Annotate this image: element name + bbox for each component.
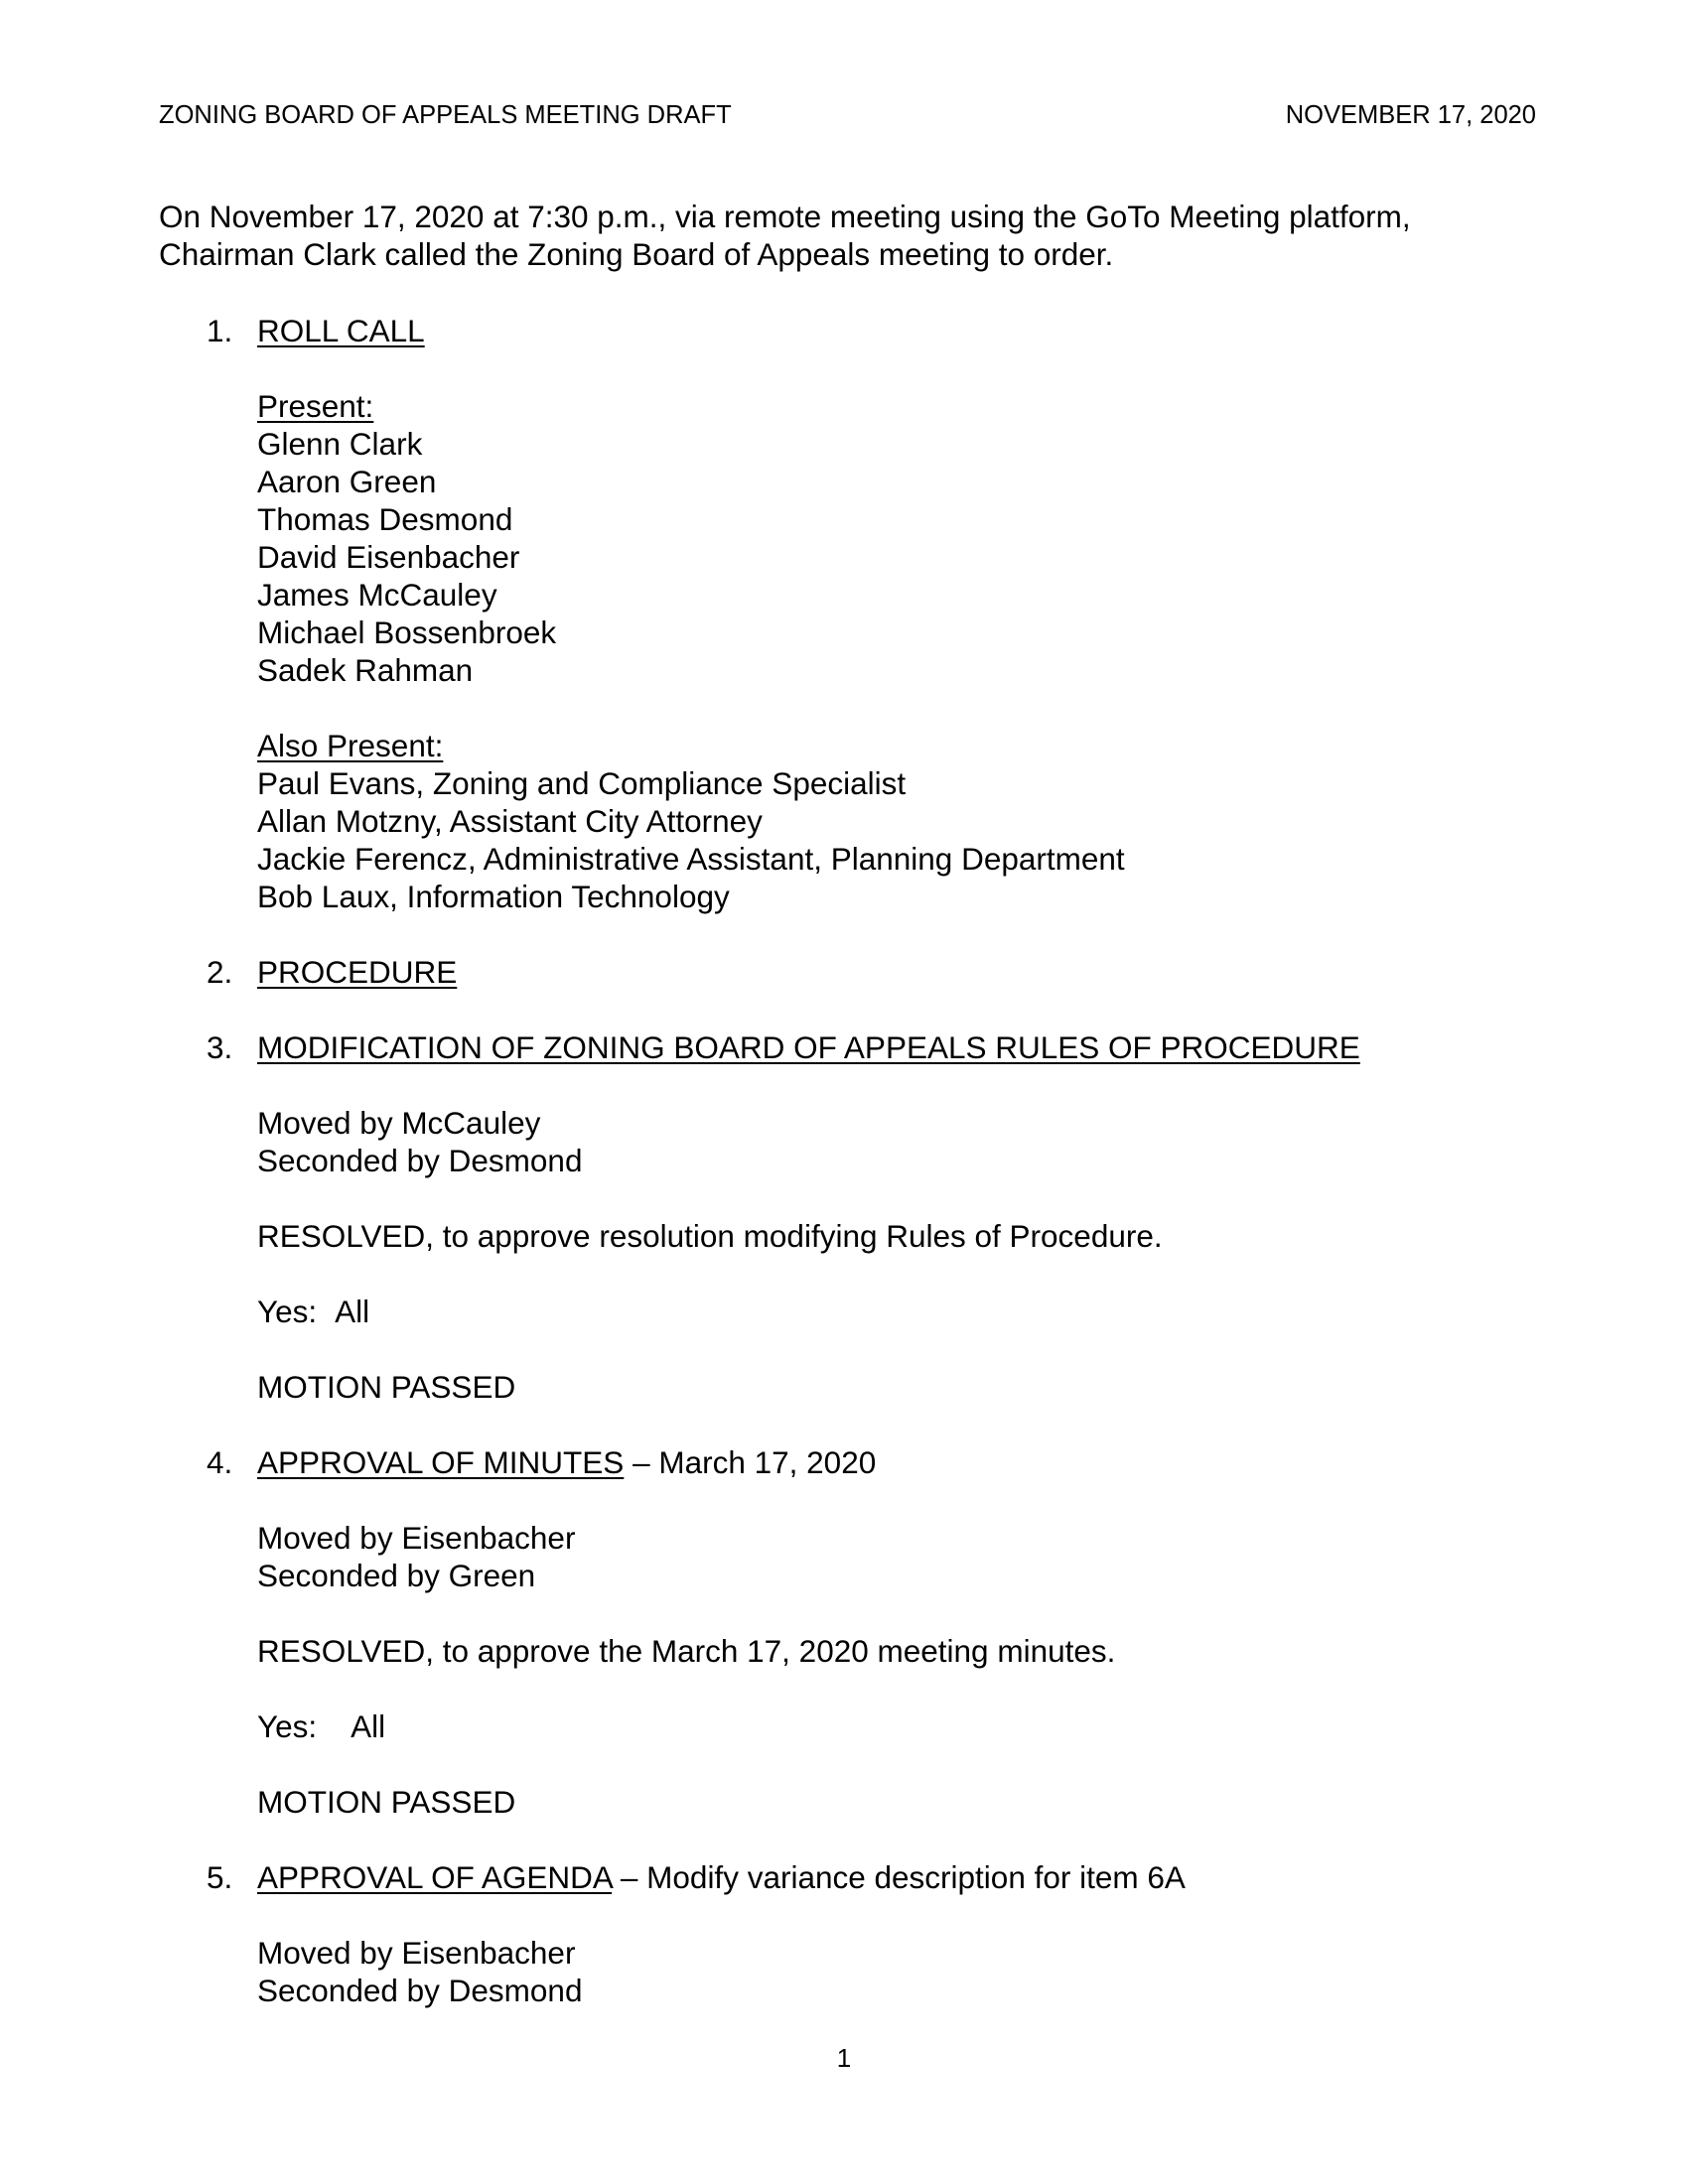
attendee: Sadek Rahman <box>257 652 474 688</box>
present-label: Present: <box>257 388 374 424</box>
section-heading-approval-of-agenda <box>257 1858 1186 1896</box>
attendee: Thomas Desmond <box>257 501 513 537</box>
vote-label: Yes: <box>257 1708 318 1744</box>
intro-line: Chairman Clark called the Zoning Board of Appeals meeting to order. <box>159 236 1114 272</box>
header-title: ZONING BOARD OF APPEALS MEETING DRAFT <box>159 101 732 129</box>
item-number: 4. <box>207 1444 233 1480</box>
vote-label: Yes: <box>257 1294 318 1329</box>
section-title-suffix: – March 17, 2020 <box>633 1444 877 1480</box>
staff-attendee: Bob Laux, Information Technology <box>257 879 730 914</box>
attendee: David Eisenbacher <box>257 539 520 575</box>
staff-attendee: Paul Evans, Zoning and Compliance Specialist <box>257 765 907 801</box>
seconded-by: Seconded by Desmond <box>257 1973 583 2008</box>
vote-value: All <box>335 1294 370 1329</box>
vote-line <box>257 1707 385 1745</box>
staff-attendee: Allan Motzny, Assistant City Attorney <box>257 803 763 839</box>
resolution-text: RESOLVED, to approve the March 17, 2020 meeting minutes. <box>257 1633 1116 1669</box>
moved-by: Moved by McCauley <box>257 1105 541 1141</box>
motion-block <box>257 1934 582 2009</box>
moved-by: Moved by Eisenbacher <box>257 1520 576 1556</box>
header-date: NOVEMBER 17, 2020 <box>1285 101 1536 129</box>
resolution-text: RESOLVED, to approve resolution modifying Rules of Procedure. <box>257 1218 1163 1254</box>
item-number: 2. <box>207 954 233 990</box>
also-present-label: Also Present: <box>257 728 444 763</box>
section-title: APPROVAL OF MINUTES <box>257 1444 625 1480</box>
section-heading-approval-of-minutes <box>257 1443 876 1481</box>
moved-by: Moved by Eisenbacher <box>257 1935 576 1971</box>
attendee: Glenn Clark <box>257 426 423 462</box>
section-heading-roll-call: ROLL CALL <box>257 313 425 348</box>
item-number: 1. <box>207 313 233 348</box>
page-number: 1 <box>836 2043 852 2073</box>
motion-result: MOTION PASSED <box>257 1784 516 1820</box>
section-heading-rules-modification: MODIFICATION OF ZONING BOARD OF APPEALS RULES OF PROCEDURE <box>257 1029 1360 1065</box>
section-title-suffix: – Modify variance description for item 6A <box>620 1859 1186 1895</box>
vote-value: All <box>351 1708 386 1744</box>
item-number: 5. <box>207 1859 233 1895</box>
motion-result: MOTION PASSED <box>257 1369 516 1405</box>
attendee: Michael Bossenbroek <box>257 614 557 650</box>
section-heading-procedure: PROCEDURE <box>257 954 458 990</box>
section-title: APPROVAL OF AGENDA <box>257 1859 613 1895</box>
also-present-list <box>257 727 1125 915</box>
staff-attendee: Jackie Ferencz, Administrative Assistant, Planning Department <box>257 841 1125 877</box>
motion-block <box>257 1104 582 1179</box>
motion-block <box>257 1519 575 1594</box>
item-number: 3. <box>207 1029 233 1065</box>
attendee: Aaron Green <box>257 464 437 499</box>
intro-line: On November 17, 2020 at 7:30 p.m., via remote meeting using the GoTo Meeting platform, <box>159 199 1411 234</box>
vote-line <box>257 1293 369 1330</box>
seconded-by: Seconded by Desmond <box>257 1143 583 1178</box>
page-header <box>159 100 1536 130</box>
seconded-by: Seconded by Green <box>257 1558 536 1593</box>
intro-paragraph <box>159 198 1549 273</box>
attendee: James McCauley <box>257 577 497 613</box>
present-list <box>257 387 556 689</box>
